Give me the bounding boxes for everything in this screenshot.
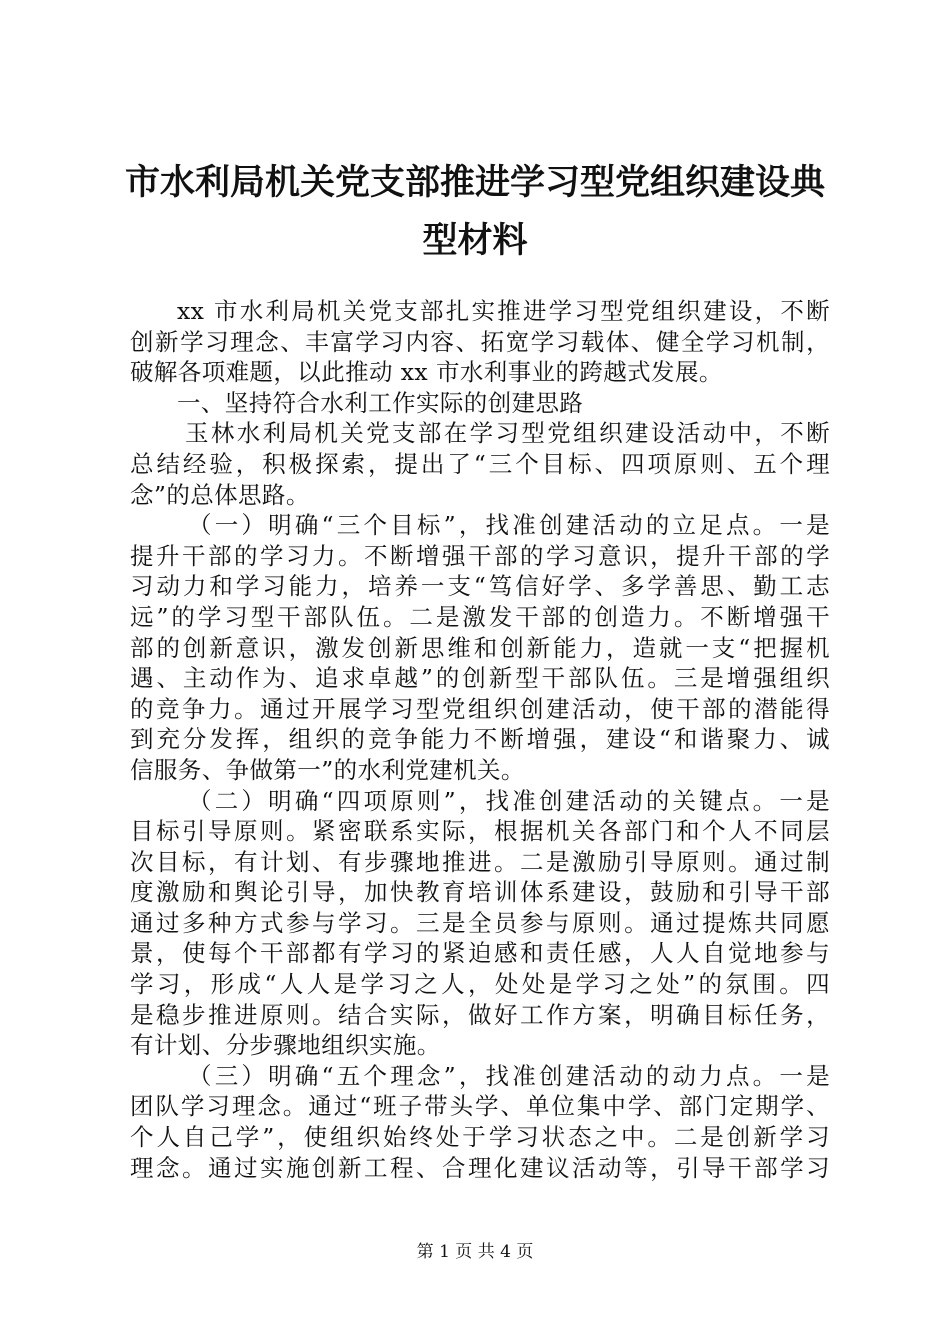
body-line: 部的创新意识，激发创新思维和创新能力，造就一支“把握机	[130, 633, 830, 662]
body-line: 遇、主动作为、追求卓越”的创新型干部队伍。三是增强组织	[130, 664, 830, 693]
body-line: 创新学习理念、丰富学习内容、拓宽学习载体、健全学习机制，	[130, 327, 830, 356]
document-body	[130, 296, 830, 1183]
body-line: （二）明确“四项原则”，找准创建活动的关键点。一是	[188, 786, 830, 815]
body-line: 理念。通过实施创新工程、合理化建议活动等，引导干部学习	[130, 1153, 830, 1182]
body-line: （一）明确“三个目标”，找准创建活动的立足点。一是	[188, 511, 830, 540]
body-line: 是稳步推进原则。结合实际，做好工作方案，明确目标任务，	[130, 1000, 830, 1029]
page-number-footer: 第 1 页 共 4 页	[416, 1242, 534, 1262]
section-heading: 一、坚持符合水利工作实际的创建思路	[177, 388, 584, 417]
body-line: （三）明确“五个理念”，找准创建活动的动力点。一是	[188, 1061, 830, 1090]
body-line: 有计划、分步骤地组织实施。	[130, 1031, 441, 1060]
document-title-line-2: 型材料	[422, 221, 528, 261]
body-line: 通过多种方式参与学习。三是全员参与原则。通过提炼共同愿	[130, 908, 830, 937]
body-line: 个人自己学”，使组织始终处于学习状态之中。二是创新学习	[130, 1123, 830, 1152]
body-line: 玉林水利局机关党支部在学习型党组织建设活动中，不断	[185, 419, 830, 448]
body-line: 远”的学习型干部队伍。二是激发干部的创造力。不断增强干	[130, 602, 830, 631]
body-line: 提升干部的学习力。不断增强干部的学习意识，提升干部的学	[130, 541, 830, 570]
body-line: 景，使每个干部都有学习的紧迫感和责任感，人人自觉地参与	[130, 939, 830, 968]
body-line: 习动力和学习能力，培养一支“笃信好学、多学善思、勤工志	[130, 572, 830, 601]
body-line: 目标引导原则。紧密联系实际，根据机关各部门和个人不同层	[130, 817, 830, 846]
body-line: 团队学习理念。通过“班子带头学、单位集中学、部门定期学、	[130, 1092, 830, 1121]
body-line: 总结经验，积极探索，提出了“三个目标、四项原则、五个理	[130, 449, 830, 478]
body-line: 的竞争力。通过开展学习型党组织创建活动，使干部的潜能得	[130, 694, 830, 723]
document-title-line-1: 市水利局机关党支部推进学习型党组织建设典	[124, 163, 825, 203]
body-line: 破解各项难题，以此推动 xx 市水利事业的跨越式发展。	[130, 358, 723, 387]
body-line: 度激励和舆论引导，加快教育培训体系建设，鼓励和引导干部	[130, 878, 830, 907]
body-line: 到充分发挥，组织的竞争能力不断增强，建设“和谐聚力、诚	[130, 725, 830, 754]
body-line: 信服务、争做第一”的水利党建机关。	[130, 755, 525, 784]
body-line: 次目标，有计划、有步骤地推进。二是激励引导原则。通过制	[130, 847, 830, 876]
body-line: 学习，形成“人人是学习之人，处处是学习之处”的氛围。四	[130, 970, 830, 999]
body-line: 念”的总体思路。	[130, 480, 310, 509]
body-line: xx 市水利局机关党支部扎实推进学习型党组织建设，不断	[177, 297, 830, 325]
